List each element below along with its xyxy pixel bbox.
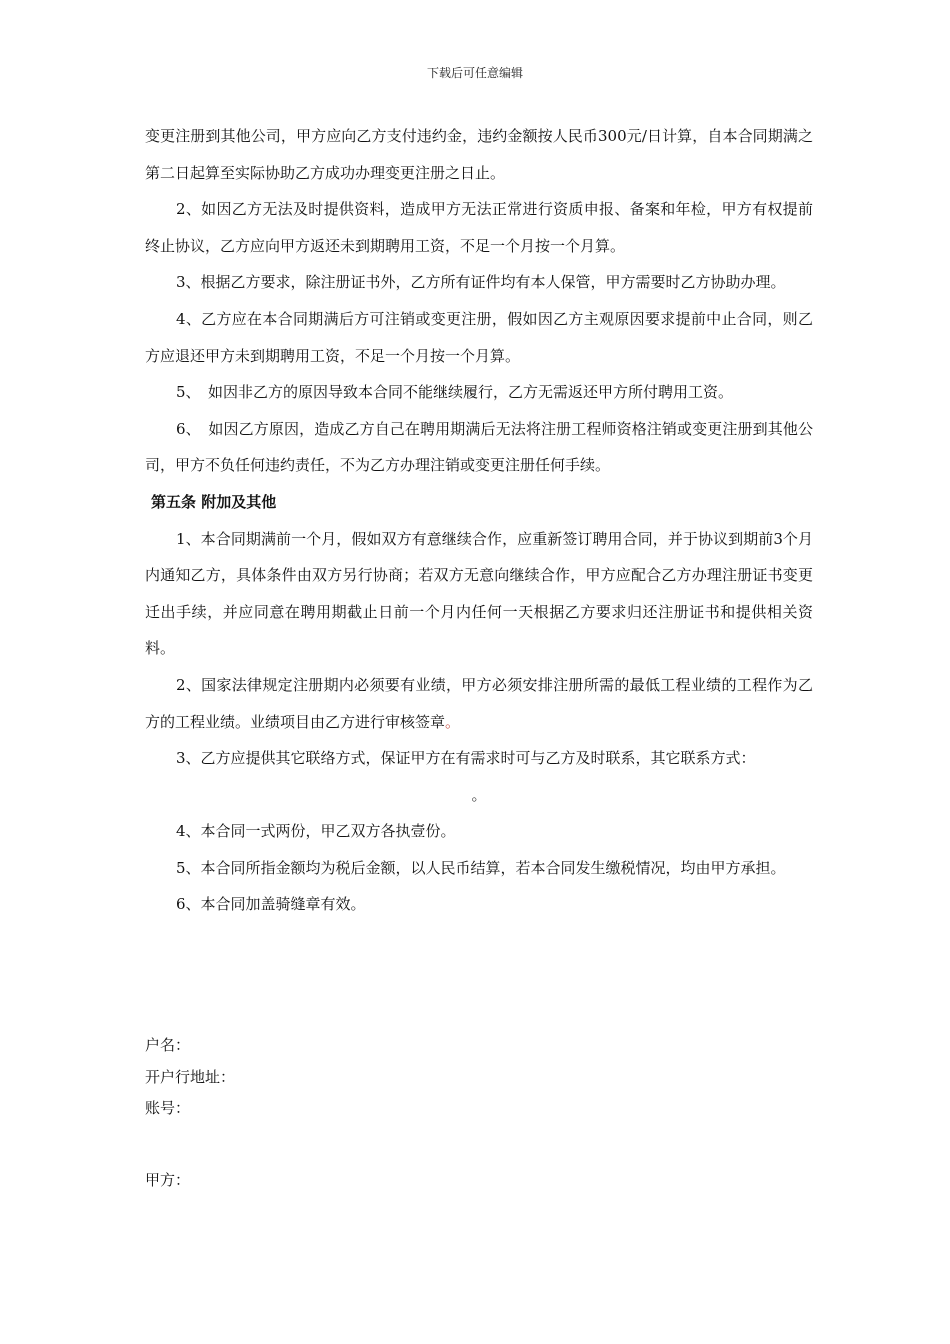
section-5-item-1: 1、本合同期满前一个月，假如双方有意继续合作，应重新签订聘用合同，并于协议到期前3个月内通知乙方，具体条件由双方另行协商；若双方无意向继续合作，甲方应配合乙方办理注册证书变更迁出手续，并应同意在聘用期截止日前一个月内任何一天根据乙方要求归还注册证书和提供相关资料。: [145, 529, 813, 658]
section-5-item-5: 5、本合同所指金额均为税后金额，以人民币结算，若本合同发生缴税情况，均由甲方承担。: [176, 858, 786, 877]
section-5-item-2: [145, 667, 813, 740]
clause-4: 4、乙方应在本合同期满后方可注销或变更注册，假如因乙方主观原因要求提前中止合同，则乙方应退还甲方未到期聘用工资，不足一个月按一个月算。: [145, 309, 813, 365]
section-5-item-2-text: 2、国家法律规定注册期内必须要有业绩，甲方必须安排注册所需的最低工程业绩的工程作为乙方的工程业绩。业绩项目由乙方进行审核签章: [145, 675, 813, 731]
paragraph-continuation: 变更注册到其他公司，甲方应向乙方支付违约金，违约金额按人民币300元/日计算，自本合同期满之第二日起算至实际协助乙方成功办理变更注册之日止。: [145, 127, 813, 182]
clause-6: 6、 如因乙方原因，造成乙方自己在聘用期满后无法将注册工程师资格注销或变更注册到其他公司，甲方不负任何违约责任，不为乙方办理注销或变更注册任何手续。: [145, 419, 813, 475]
section-5-item-4: 4、本合同一式两份，甲乙双方各执壹份。: [176, 822, 456, 841]
clause-2: 2、如因乙方无法及时提供资料，造成甲方无法正常进行资质申报、备案和年检，甲方有权提前终止协议，乙方应向甲方返还未到期聘用工资，不足一个月按一个月算。: [145, 200, 813, 255]
bank-address-label: 开户行地址：: [145, 1067, 236, 1086]
party-a-label: 甲方：: [145, 1171, 191, 1189]
document-body: [145, 118, 813, 923]
section-5-heading: 第五条 附加及其他: [151, 492, 277, 511]
section-5-item-3: 3、乙方应提供其它联络方式，保证甲方在有需求时可与乙方及时联系，其它联系方式：: [176, 749, 756, 768]
clause-3: 3、根据乙方要求，除注册证书外，乙方所有证件均有本人保管，甲方需要时乙方协助办理。: [176, 273, 786, 292]
clause-5: 5、 如因非乙方的原因导致本合同不能继续履行，乙方无需返还甲方所付聘用工资。: [176, 383, 734, 402]
page-header: 下载后可任意编辑: [426, 66, 523, 80]
account-number-label: 账号：: [145, 1099, 191, 1117]
bank-info: [145, 1030, 235, 1125]
section-5-item-6: 6、本合同加盖骑缝章有效。: [176, 895, 366, 914]
signature-block: [145, 1165, 190, 1197]
account-name-label: 户名：: [145, 1036, 191, 1054]
section-5-item-2-period: 。: [445, 712, 461, 731]
section-5-item-3-blank: 。: [471, 785, 487, 804]
